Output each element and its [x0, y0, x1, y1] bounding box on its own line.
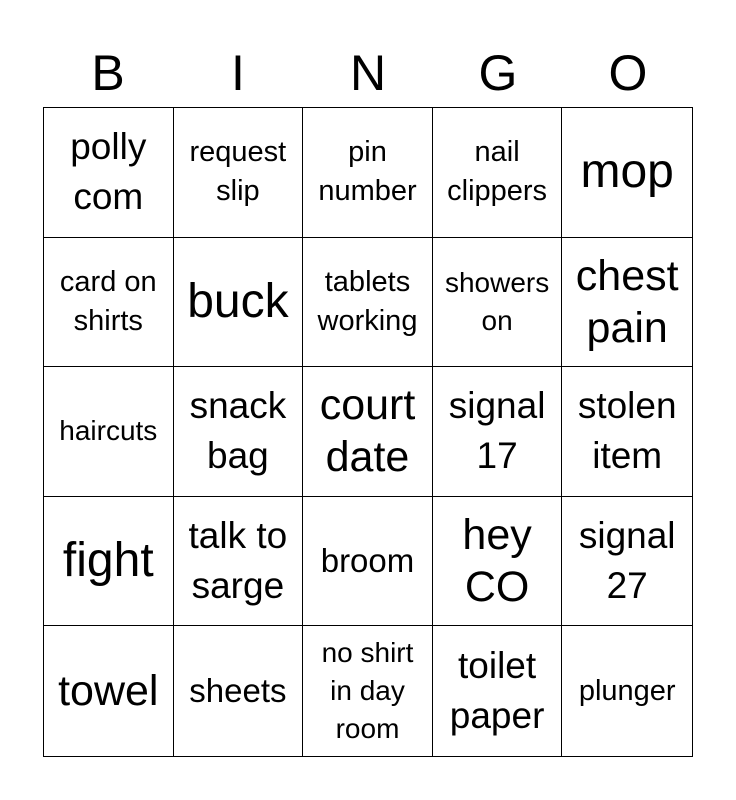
cell-text-line: working [317, 304, 418, 337]
cell-text-line: on [481, 304, 513, 336]
bingo-cell[interactable] [562, 367, 692, 497]
cell-text-line: paper [449, 695, 545, 737]
bingo-cell[interactable] [44, 626, 174, 756]
cell-text-line: polly [70, 126, 147, 168]
cell-text-line: card on [59, 265, 157, 298]
cell-text-line: item [592, 435, 663, 477]
cell-text-line: CO [464, 563, 530, 612]
bingo-cell[interactable] [562, 108, 692, 238]
cell-text-line: tablets [324, 265, 411, 298]
cell-text-line: number [318, 175, 417, 208]
bingo-header [43, 40, 693, 106]
header-letter-i: I [231, 45, 245, 101]
cell-text-line: haircuts [59, 415, 158, 447]
cell-text-line: nail [474, 136, 520, 169]
cell-text-line: pin [348, 136, 387, 169]
cell-text-line: slip [216, 175, 260, 208]
bingo-cell[interactable] [44, 108, 174, 238]
cell-text-line: talk to [188, 515, 288, 557]
cell-text-line: no shirt [321, 637, 414, 669]
cell-text-line: toilet [458, 645, 537, 687]
bingo-cell[interactable] [44, 497, 174, 627]
bingo-cell[interactable] [433, 108, 563, 238]
bingo-cell[interactable] [303, 497, 433, 627]
header-letter-b: B [91, 45, 125, 101]
cell-text-line: snack [189, 385, 287, 427]
cell-text-line: shirts [73, 304, 143, 337]
bingo-cell[interactable] [303, 367, 433, 497]
bingo-cell[interactable] [174, 497, 304, 627]
bingo-cell[interactable] [303, 626, 433, 756]
cell-text-line: plunger [578, 674, 676, 707]
cell-text-line: sheets [189, 672, 287, 710]
bingo-cell[interactable] [174, 238, 304, 368]
bingo-cell[interactable] [44, 367, 174, 497]
cell-text-line: bag [207, 435, 269, 477]
cell-text-line: room [335, 713, 400, 745]
cell-text-line: 27 [606, 565, 648, 607]
cell-text-line: showers [444, 266, 550, 298]
cell-text-line: hey [462, 511, 532, 560]
cell-text-line: sarge [191, 565, 285, 607]
bingo-cell[interactable] [44, 238, 174, 368]
bingo-board [43, 107, 693, 757]
cell-text-line: 17 [476, 435, 518, 477]
bingo-cell[interactable] [433, 367, 563, 497]
cell-text-line: signal [578, 515, 676, 557]
cell-text-line: com [73, 176, 144, 218]
bingo-cell[interactable] [174, 367, 304, 497]
bingo-cell[interactable] [562, 626, 692, 756]
cell-text-line: stolen [577, 385, 677, 427]
cell-text-line: pain [586, 303, 668, 352]
cell-text-line: chest [575, 251, 679, 300]
cell-text-line: mop [580, 145, 674, 199]
bingo-cell[interactable] [174, 108, 304, 238]
cell-text-line: buck [187, 274, 289, 328]
bingo-cell[interactable] [562, 497, 692, 627]
cell-text-line: court [319, 381, 416, 430]
header-letter-n: N [349, 45, 387, 101]
bingo-cell[interactable] [433, 626, 563, 756]
bingo-cell[interactable] [303, 108, 433, 238]
header-letter-g: G [478, 45, 518, 101]
cell-text-line: towel [58, 667, 159, 716]
bingo-cell[interactable] [303, 238, 433, 368]
bingo-cell[interactable] [174, 626, 304, 756]
cell-text-line: broom [320, 542, 415, 580]
cell-text-line: signal [448, 385, 546, 427]
cell-text-line: date [325, 433, 410, 482]
bingo-cell[interactable] [433, 497, 563, 627]
cell-text-line: fight [62, 534, 154, 588]
header-letter-o: O [608, 45, 648, 101]
cell-text-line: request [189, 136, 287, 169]
bingo-cell[interactable] [433, 238, 563, 368]
cell-text-line: in day [330, 675, 405, 707]
bingo-cell[interactable] [562, 238, 692, 368]
cell-text-line: clippers [447, 175, 548, 208]
